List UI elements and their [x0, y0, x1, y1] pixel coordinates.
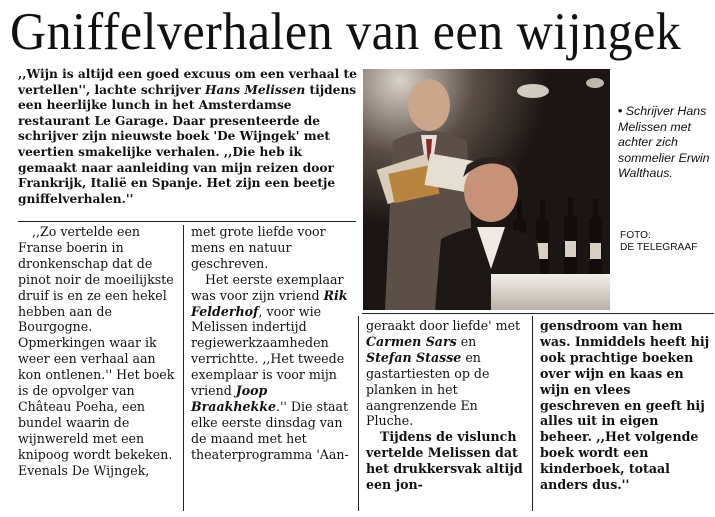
column-2-paragraph-1: met grote liefde voor mens en natuur geschreven. [191, 224, 326, 271]
photo-caption [618, 104, 713, 182]
column-3-text-b: en [456, 333, 477, 349]
headline: Gniffelverhalen van een wijngek [10, 2, 682, 61]
column-2-text-c: .'' Die staat elke eerste dinsdag van de maand met het theaterprogramma 'Aan- [191, 398, 349, 462]
photo-illustration [363, 69, 610, 310]
column-2-paragraph-2 [191, 272, 349, 463]
column-3-paragraph-1 [366, 318, 524, 429]
name-joop-braakhekke: Joop Braakhekke [191, 383, 276, 414]
column-4-paragraph: gensdroom van hem was. Inmiddels heeft hij ook prachtige boeken over wijn en kaas en wijn en vlees geschreven en geeft hij alles uit in eigen beheer. ,,Het volgende boek wordt een kinderboek, totaal anders dus.'' [540, 318, 710, 493]
column-2-text-b: , voor wie Melissen indertijd regiewerkzaamheden verrichtte. ,,Het tweede exemplaar is voor mijn vriend [191, 303, 345, 399]
credit-source: DE TELEGRAAF [620, 242, 698, 254]
lead-text-rest: tijdens een heerlijke lunch in het Amsterdamse restaurant Le Garage. Daar presenteerde de schrijver zijn nieuwste boek 'De Wijngek' met veertien smakelijke verhalen. ,,Die heb ik gemaakt naar aanleiding van mijn reizen door Frankrijk, Italië en Spanje. Het zijn een beetje gniffelverhalen.'' [18, 82, 357, 206]
name-rik-felderhof: Rik Felderhof [191, 287, 348, 319]
article-column-4 [540, 318, 712, 493]
caption-text: Schrijver Hans Melissen met achter zich sommelier Erwin Walthaus. [618, 104, 710, 181]
lead-paragraph [18, 67, 358, 207]
credit-label: FOTO: [620, 230, 651, 241]
article-column-2 [191, 224, 349, 463]
column-rule-2 [358, 316, 359, 511]
column-rule-3 [532, 316, 533, 511]
column-rule-1 [183, 225, 184, 511]
photo-credit [620, 230, 710, 255]
name-stefan-stasse: Stefan Stasse [366, 349, 462, 365]
article-column-3 [366, 318, 524, 493]
column-1-paragraph: ,,Zo vertelde een Franse boerin in dronkenschap dat de pinot noir de moeilijkste druif is en ze een hekel hebben aan de Bourgogne. Opmerkingen waar ik weer een verhaal aan kon ontlenen.'' Het boek is de opvolger van Château Poeha, een bundel waarin de wijnwereld met een knipoog wordt bekeken. Evenals De Wijngek, [18, 224, 175, 478]
lead-name-hans-melissen: Hans Melissen [205, 82, 306, 97]
lead-text: ,,Wijn is altijd een goed excuus om een verhaal te vertellen'', lachte schrijver [18, 67, 357, 97]
article-photo [363, 69, 610, 310]
column-3-paragraph-2: Tijdens de vislunch vertelde Melissen dat het drukkersvak altijd een jon- [366, 429, 523, 493]
article-column-1 [18, 224, 176, 479]
lead-bottom-rule [18, 221, 356, 222]
name-carmen-sars: Carmen Sars [366, 333, 457, 349]
column-3-text-c: en gastartiesten op de planken in het aangrenzende En Pluche. [366, 349, 490, 429]
column-2-text-a: Het eerste exemplaar was voor zijn vriend [191, 271, 344, 303]
column-3-text-a: geraakt door liefde' met [366, 318, 521, 333]
caption-bullet-icon: • [618, 104, 623, 118]
photo-bottom-rule [362, 313, 714, 314]
